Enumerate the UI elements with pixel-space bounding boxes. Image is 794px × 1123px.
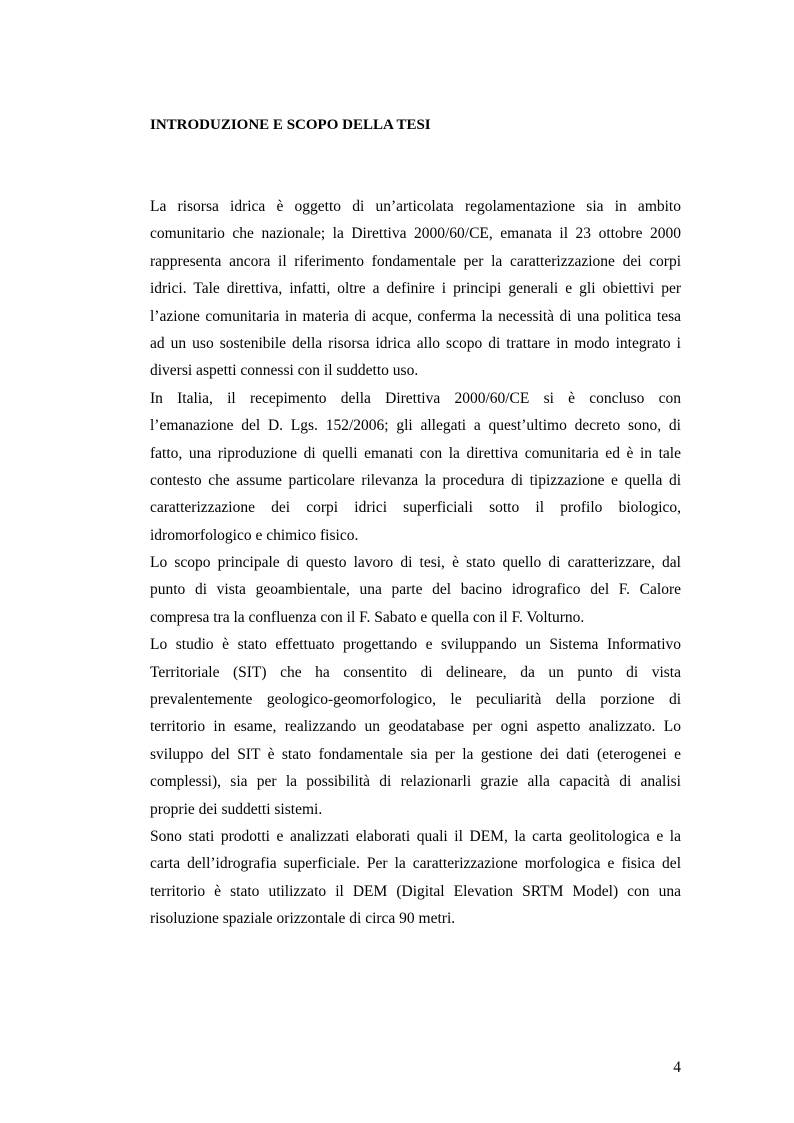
text-line: punto di vista geoambientale, una parte del bacino idrografico del F. Calore bbox=[150, 581, 681, 599]
paragraph bbox=[150, 385, 681, 549]
text-line: idromorfologico e chimico fisico. bbox=[150, 526, 359, 544]
text-line: In Italia, il recepimento della Direttiva 2000/60/CE si è concluso con bbox=[150, 389, 681, 407]
text-line: Sono stati prodotti e analizzati elaborati quali il DEM, la carta geolitologica e la bbox=[150, 827, 681, 845]
text-line: prevalentemente geologico-geomorfologico, le peculiarità della porzione di bbox=[150, 691, 681, 709]
text-line: contesto che assume particolare rilevanza la procedura di tipizzazione e quella di bbox=[150, 471, 681, 489]
text-line: fatto, una riproduzione di quelli emanati con la direttiva comunitaria ed è in tale bbox=[150, 444, 681, 462]
text-line: proprie dei suddetti sistemi. bbox=[150, 800, 323, 818]
text-line: territorio in esame, realizzando un geodatabase per ogni aspetto analizzato. Lo bbox=[150, 718, 681, 736]
body-text bbox=[150, 193, 681, 933]
text-line: l’emanazione del D. Lgs. 152/2006; gli allegati a quest’ultimo decreto sono, di bbox=[150, 417, 681, 435]
text-line: territorio è stato utilizzato il DEM (Digital Elevation SRTM Model) con una bbox=[150, 882, 681, 900]
text-line: diversi aspetti connessi con il suddetto uso. bbox=[150, 362, 419, 380]
text-line: caratterizzazione dei corpi idrici superficiali sotto il profilo biologico, bbox=[150, 499, 681, 517]
paragraph bbox=[150, 193, 681, 385]
section-heading: INTRODUZIONE E SCOPO DELLA TESI bbox=[150, 117, 431, 133]
text-line: complessi), sia per la possibilità di relazionarli grazie alla capacità di analisi bbox=[150, 773, 681, 791]
text-line: Lo studio è stato effettuato progettando e sviluppando un Sistema Informativo bbox=[150, 636, 681, 654]
text-line: carta dell’idrografia superficiale. Per la caratterizzazione morfologica e fisica del bbox=[150, 855, 681, 873]
text-line: Territoriale (SIT) che ha consentito di delineare, da un punto di vista bbox=[150, 663, 681, 681]
paragraph bbox=[150, 631, 681, 823]
paragraph bbox=[150, 549, 681, 631]
text-line: compresa tra la confluenza con il F. Sabato e quella con il F. Volturno. bbox=[150, 608, 585, 626]
page-number: 4 bbox=[673, 1059, 681, 1076]
text-line: La risorsa idrica è oggetto di un’articolata regolamentazione sia in ambito bbox=[150, 198, 681, 215]
text-line: sviluppo del SIT è stato fondamentale sia per la gestione dei dati (eterogenei e bbox=[150, 745, 681, 763]
text-line: l’azione comunitaria in materia di acque, conferma la necessità di una politica tesa bbox=[150, 307, 681, 325]
text-line: ad un uso sostenibile della risorsa idrica allo scopo di trattare in modo integrato i bbox=[150, 334, 681, 352]
text-line: comunitario che nazionale; la Direttiva 2000/60/CE, emanata il 23 ottobre 2000 bbox=[150, 225, 681, 243]
text-line: rappresenta ancora il riferimento fondamentale per la caratterizzazione dei corpi bbox=[150, 252, 681, 270]
text-line: risoluzione spaziale orizzontale di circa 90 metri. bbox=[150, 910, 456, 928]
text-line: idrici. Tale direttiva, infatti, oltre a definire i principi generali e gli obiettivi per bbox=[150, 280, 681, 298]
text-line: Lo scopo principale di questo lavoro di tesi, è stato quello di caratterizzare, dal bbox=[150, 554, 681, 572]
paragraph bbox=[150, 823, 681, 933]
